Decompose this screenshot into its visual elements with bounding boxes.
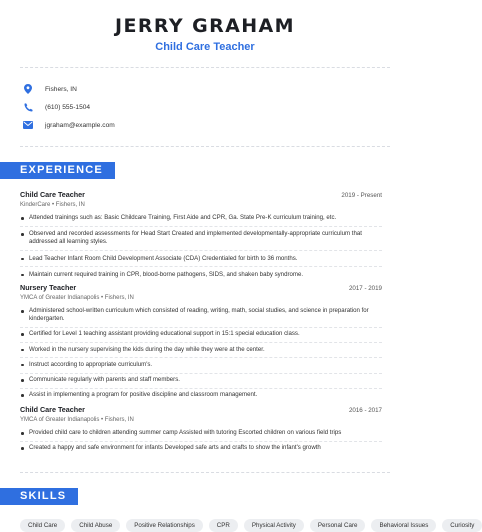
skill-chip: CPR [209,519,238,532]
skill-chip: Positive Relationships [126,519,203,532]
job-bullet: Instruct according to appropriate curriculum's. [20,361,382,369]
job-entry-2 [20,283,382,399]
job-title: Child Care Teacher [20,405,85,414]
job-org: YMCA of Greater Indianapolis • Fishers, IN [20,417,134,423]
skill-chip: Physical Activity [244,519,304,532]
job-bullets [20,307,382,399]
job-bullet: Lead Teacher Infant Room Child Development Associate (CDA) Credentialed for birth to 36 months. [20,255,382,263]
divider [20,146,390,147]
resume-header [0,14,410,53]
contact-location [20,80,390,98]
job-bullet: Observed and recorded assessments for Head Start Created and implemented developmentally-appropriate curriculum that addressed all learning styles. [20,230,382,246]
job-bullet: Assist in implementing a program for positive discipline and classroom management. [20,391,382,399]
skill-chip: Child Care [20,519,65,532]
candidate-name: JERRY GRAHAM [115,15,295,37]
job-bullet: Certified for Level 1 teaching assistant providing educational support in 15:1 special education class. [20,330,382,338]
contact-list [20,80,390,134]
skill-chip: Behavioral Issues [371,519,436,532]
job-bullet: Provided child care to children attending summer camp Assisted with tutoring Escorted children on various field trips [20,429,382,437]
job-date: 2016 - 2017 [348,407,382,414]
job-bullets [20,429,382,452]
email-icon [23,120,33,130]
contact-phone-text: (610) 555-1504 [45,103,91,111]
phone-icon [23,102,33,112]
section-experience-title: EXPERIENCE [0,162,115,179]
skill-chip: Child Abuse [71,519,120,532]
contact-email [20,116,390,134]
job-bullet: Worked in the nursery supervising the kids during the day while they were at the center. [20,346,382,354]
job-org: KinderCare • Fishers, IN [20,202,85,208]
skill-chip: Personal Care [310,519,366,532]
job-title: Nursery Teacher [20,283,77,292]
job-entry-1 [20,190,382,279]
job-bullet: Administered school-written curriculum which consisted of reading, writing, math, social studies, and science in preparation for kindergarten. [20,307,382,323]
contact-phone [20,98,390,116]
job-title: Child Care Teacher [20,190,85,199]
section-skills-title: SKILLS [0,488,78,505]
job-bullet: Created a happy and safe environment for infants Developed safe arts and crafts to show the infant's growth [20,444,382,452]
divider [20,67,390,68]
contact-email-text: jgraham@example.com [45,121,115,129]
job-bullet: Maintain current required training in CPR, blood-borne pathogens, SIDS, and shaken baby syndrome. [20,271,382,279]
job-date: 2017 - 2019 [348,285,382,292]
contact-location-text: Fishers, IN [45,85,77,93]
job-date: 2019 - Present [341,192,382,199]
skill-chip: Curiosity [442,519,482,532]
job-bullet: Communicate regularly with parents and staff members. [20,376,382,384]
job-bullet: Attended trainings such as: Basic Childcare Training, First Aide and CPR, Ga. State Pre-K curriculum training, etc. [20,214,382,222]
job-entry-3 [20,405,382,452]
job-bullets [20,214,382,279]
candidate-role: Child Care Teacher [155,41,255,53]
skills-list [20,519,475,532]
location-pin-icon [23,84,33,94]
divider [20,472,390,473]
job-org: YMCA of Greater Indianapolis • Fishers, IN [20,295,134,301]
